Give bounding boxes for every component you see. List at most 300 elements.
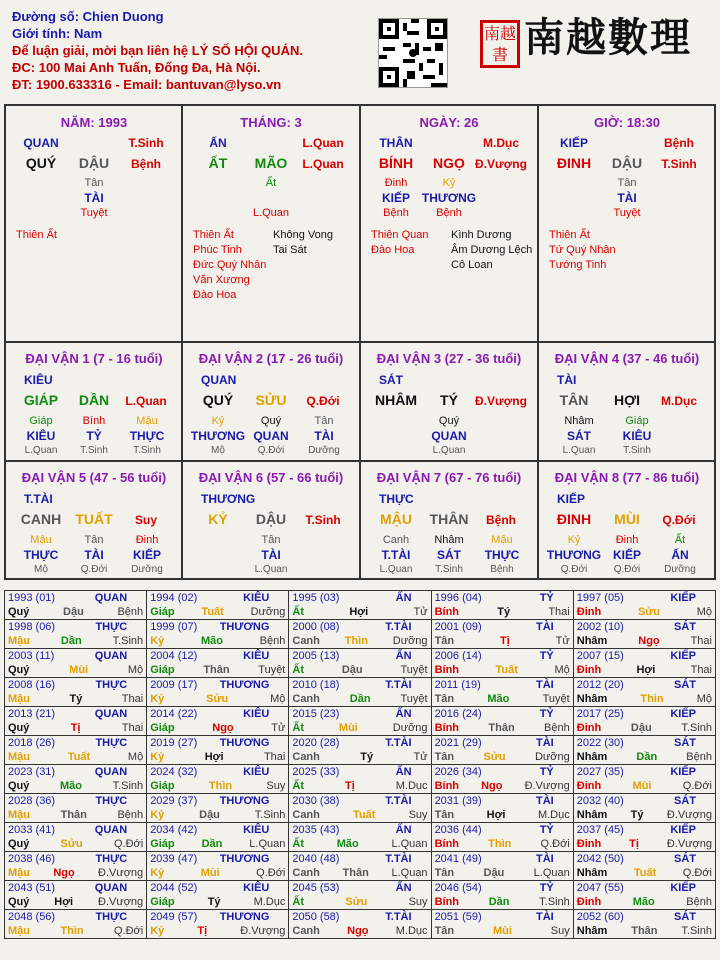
- year-stem: Tân: [434, 809, 455, 821]
- year-stage: T.Sinh: [539, 896, 570, 908]
- pillar-god-left: THÂN: [379, 136, 413, 150]
- luck-stem: GIÁP: [23, 392, 59, 408]
- hidden-stem: Tân: [314, 415, 334, 427]
- pillar-god-right: L.Quan: [302, 136, 344, 150]
- year-label: 2037 (45): [576, 824, 624, 836]
- year-stem: Ất: [292, 896, 304, 908]
- year-label: 2007 (15): [576, 650, 624, 662]
- year-label: 2020 (28): [292, 737, 340, 749]
- hidden-god: SÁT: [567, 429, 591, 443]
- year-stem: Bính: [434, 780, 460, 792]
- year-label: 2004 (12): [150, 650, 198, 662]
- luck-branch: THÂN: [429, 511, 469, 527]
- year-cell: [289, 649, 431, 678]
- luck-title: ĐẠI VẬN 6 (57 - 66 tuổi): [198, 470, 344, 485]
- year-label: 2021 (29): [434, 737, 482, 749]
- year-stage: T.Sinh: [681, 722, 712, 734]
- year-stage: Đ.Vượng: [666, 809, 712, 821]
- hidden-stage: Q.Đới: [80, 564, 108, 575]
- year-cell: [431, 910, 573, 939]
- year-cell: [5, 794, 147, 823]
- year-god: TỶ: [539, 650, 554, 662]
- year-stage: Dưỡng: [392, 722, 428, 734]
- year-stem: Quý: [8, 838, 30, 850]
- year-cell: [573, 736, 715, 765]
- year-cell: [289, 910, 431, 939]
- pillar-branch: MÃO: [254, 155, 288, 171]
- hidden-stage: Q.Đới: [613, 564, 641, 575]
- annual-row: [5, 591, 716, 620]
- year-stage: Đ.Vượng: [98, 896, 144, 908]
- year-stage: Suy: [550, 925, 570, 937]
- year-god: SÁT: [674, 737, 696, 749]
- year-branch: Sửu: [206, 693, 229, 705]
- year-cell: [5, 881, 147, 910]
- luck-stage: M.Dục: [661, 394, 697, 408]
- year-god: ẤN: [395, 882, 412, 894]
- year-stage: L.Quan: [391, 838, 428, 850]
- year-branch: Dần: [349, 693, 371, 705]
- year-god: KIẾP: [670, 650, 696, 662]
- year-stage: Đ.Vượng: [98, 867, 144, 879]
- annual-row: [5, 620, 716, 649]
- year-stage: L.Quan: [391, 867, 428, 879]
- year-cell: [147, 707, 289, 736]
- hidden-god: TÀI: [84, 191, 104, 205]
- year-stage: T.Sinh: [254, 809, 286, 821]
- year-label: 2024 (32): [150, 766, 198, 778]
- year-branch: Thìn: [208, 780, 233, 792]
- luck-branch: MÙI: [614, 511, 640, 527]
- year-god: THƯƠNG: [219, 679, 270, 691]
- year-label: 2042 (50): [576, 853, 624, 865]
- luck-stem: ĐINH: [556, 511, 592, 527]
- annual-row: [5, 678, 716, 707]
- year-label: 2052 (60): [576, 911, 624, 923]
- luck-title: ĐẠI VẬN 8 (77 - 86 tuổi): [554, 470, 700, 485]
- luck-god: KIÊU: [24, 373, 53, 387]
- year-stage: Q.Đới: [256, 867, 286, 879]
- year-label: 2047 (55): [576, 882, 624, 894]
- special-star: Kình Dương: [451, 229, 512, 241]
- red-seal-stamp: 南越書: [480, 20, 520, 68]
- year-god: KIẾP: [670, 824, 696, 836]
- year-stem: Giáp: [150, 838, 175, 850]
- special-star: Văn Xương: [193, 274, 250, 286]
- hidden-stem: Mậu: [491, 534, 513, 546]
- year-stage: Thai: [690, 635, 712, 647]
- year-stem: Ất: [292, 606, 304, 618]
- year-stage: Bệnh: [259, 635, 286, 647]
- hidden-stem: Mậu: [136, 415, 158, 427]
- year-cell: [5, 707, 147, 736]
- year-label: 1993 (01): [8, 592, 56, 604]
- year-cell: [289, 765, 431, 794]
- luck-stage: Q.Đới: [662, 513, 696, 527]
- year-label: 1998 (06): [8, 621, 56, 633]
- year-stage: Tử: [271, 722, 286, 734]
- year-label: 2015 (23): [292, 708, 340, 720]
- year-cell: [289, 823, 431, 852]
- year-stem: Bính: [434, 606, 460, 618]
- year-stem: Nhâm: [576, 693, 608, 705]
- year-stage: Mộ: [696, 693, 712, 705]
- hidden-god: TÀI: [617, 191, 637, 205]
- header-contact-note: Để luận giải, mời bạn liên hệ LÝ SỐ HỘI QUÁN.: [12, 43, 303, 58]
- year-branch: Ngọ: [53, 867, 75, 879]
- year-stem: Nhâm: [576, 809, 608, 821]
- special-star: Đào Hoa: [371, 244, 415, 256]
- hidden-stage: Bệnh: [383, 207, 409, 219]
- pillar-stem: ẤT: [208, 155, 228, 171]
- year-stem: Bính: [434, 838, 460, 850]
- year-label: 2009 (17): [150, 679, 198, 691]
- year-stage: Dưỡng: [250, 606, 286, 618]
- hidden-stem: Quý: [260, 415, 282, 427]
- year-label: 2018 (26): [8, 737, 56, 749]
- year-label: 2030 (38): [292, 795, 340, 807]
- year-label: 2010 (18): [292, 679, 340, 691]
- year-branch: Thân: [631, 925, 658, 937]
- year-stem: Canh: [292, 925, 320, 937]
- year-stem: Đinh: [576, 606, 602, 618]
- pillar-stage: Đ.Vượng: [475, 157, 527, 171]
- year-stem: Đinh: [576, 896, 602, 908]
- year-cell: [5, 591, 147, 620]
- luck-stage: Bệnh: [486, 513, 516, 527]
- year-god: SÁT: [674, 679, 696, 691]
- year-stem: Quý: [8, 896, 30, 908]
- year-label: 2002 (10): [576, 621, 624, 633]
- year-label: 2049 (57): [150, 911, 198, 923]
- special-star: Tướng Tinh: [549, 259, 607, 271]
- luck-god: SÁT: [379, 373, 403, 387]
- year-label: 2032 (40): [576, 795, 624, 807]
- year-cell: [147, 620, 289, 649]
- year-branch: Tị: [629, 838, 639, 850]
- luck-branch: TÝ: [440, 392, 458, 408]
- year-branch: Mão: [60, 780, 82, 792]
- year-branch: Mùi: [492, 925, 512, 937]
- hidden-stage: L.Quan: [252, 207, 290, 219]
- year-cell: [147, 794, 289, 823]
- year-stage: Thai: [121, 722, 144, 734]
- year-cell: [573, 765, 715, 794]
- pillar-god-left: ẤN: [209, 136, 227, 150]
- year-branch: Tý: [69, 693, 83, 705]
- year-god: KIẾP: [670, 708, 696, 720]
- year-branch: Tý: [207, 896, 221, 908]
- year-branch: Tuất: [495, 664, 518, 676]
- year-god: SÁT: [674, 795, 696, 807]
- year-god: KIÊU: [243, 592, 270, 604]
- year-stage: Đ.Vượng: [524, 780, 570, 792]
- special-star: Không Vong: [273, 229, 333, 241]
- hidden-stage: Mộ: [34, 564, 48, 575]
- year-branch: Thân: [60, 809, 87, 821]
- hidden-stage: Mộ: [211, 445, 225, 456]
- year-god: SÁT: [674, 853, 696, 865]
- hidden-stage: Dưỡng: [664, 564, 696, 575]
- luck-title: ĐẠI VẬN 5 (47 - 56 tuổi): [21, 470, 167, 485]
- year-god: KIẾP: [670, 766, 696, 778]
- year-label: 2044 (52): [150, 882, 198, 894]
- year-stem: Nhâm: [576, 751, 608, 763]
- year-god: T.TÀI: [385, 737, 412, 749]
- year-stage: Bệnh: [117, 809, 144, 821]
- special-star: Phúc Tinh: [193, 244, 242, 256]
- year-cell: [147, 591, 289, 620]
- hidden-god: SÁT: [437, 548, 461, 562]
- year-label: 2034 (42): [150, 824, 198, 836]
- year-label: 2036 (44): [434, 824, 482, 836]
- hidden-stage: L.Quan: [379, 564, 413, 575]
- annual-table: [4, 590, 716, 939]
- year-cell: [431, 852, 573, 881]
- pillar-title: GIỜ: 18:30: [593, 115, 660, 130]
- luck-god: QUAN: [201, 373, 237, 387]
- year-stem: Quý: [8, 722, 30, 734]
- year-label: 2041 (49): [434, 853, 482, 865]
- year-stage: Q.Đới: [682, 780, 712, 792]
- year-branch: Ngọ: [481, 780, 503, 792]
- year-branch: Tị: [344, 780, 355, 792]
- year-branch: Dần: [488, 896, 510, 908]
- year-cell: [573, 794, 715, 823]
- year-cell: [289, 736, 431, 765]
- hidden-stem: Canh: [382, 534, 410, 546]
- year-label: 2029 (37): [150, 795, 198, 807]
- year-branch: Tuất: [353, 809, 376, 821]
- year-label: 2027 (35): [576, 766, 624, 778]
- grid-divider: [4, 460, 716, 462]
- year-stage: Mộ: [554, 664, 570, 676]
- year-label: 2014 (22): [150, 708, 198, 720]
- year-stage: Tuyệt: [400, 664, 428, 676]
- hidden-stem: Tân: [261, 534, 281, 546]
- luck-title: ĐẠI VẬN 4 (37 - 46 tuổi): [554, 351, 700, 366]
- brand-logo: 南越數理: [524, 14, 692, 61]
- hidden-stem: Quý: [438, 415, 460, 427]
- hidden-god: THƯƠNG: [421, 191, 477, 205]
- year-god: THƯƠNG: [219, 853, 270, 865]
- year-stem: Canh: [292, 751, 320, 763]
- year-branch: Dậu: [483, 867, 505, 879]
- year-cell: [431, 678, 573, 707]
- pillar-stem: ĐINH: [556, 155, 592, 171]
- year-god: THỰC: [95, 795, 128, 807]
- year-cell: [431, 649, 573, 678]
- year-god: TÀI: [536, 853, 554, 865]
- year-god: THỰC: [95, 737, 128, 749]
- year-cell: [573, 620, 715, 649]
- hidden-god: ẤN: [671, 548, 689, 562]
- pillar-stage: L.Quan: [302, 157, 344, 171]
- year-stem: Quý: [8, 780, 30, 792]
- year-label: 2025 (33): [292, 766, 340, 778]
- hidden-stem: Đinh: [615, 534, 639, 546]
- year-stem: Kỷ: [150, 693, 165, 705]
- hidden-stem: Mậu: [30, 534, 52, 546]
- year-stage: Bệnh: [117, 606, 144, 618]
- year-cell: [573, 823, 715, 852]
- year-god: KIÊU: [243, 766, 270, 778]
- year-stage: Tử: [413, 751, 428, 763]
- year-stage: Mộ: [270, 693, 286, 705]
- year-stem: Ất: [292, 664, 304, 676]
- year-god: TỶ: [539, 882, 554, 894]
- year-cell: [573, 649, 715, 678]
- year-stem: Kỷ: [150, 867, 165, 879]
- year-stem: Đinh: [576, 664, 602, 676]
- year-branch: Ngọ: [347, 925, 369, 937]
- year-label: 2039 (47): [150, 853, 198, 865]
- year-stem: Nhâm: [576, 635, 608, 647]
- year-cell: [5, 620, 147, 649]
- hidden-stem: Kỷ: [211, 415, 225, 427]
- hidden-god: THỰC: [23, 548, 59, 562]
- year-cell: [289, 707, 431, 736]
- year-label: 2016 (24): [434, 708, 482, 720]
- year-branch: Thân: [342, 867, 369, 879]
- year-cell: [289, 591, 431, 620]
- year-stage: Thai: [690, 664, 712, 676]
- luck-god: T.TÀI: [24, 492, 53, 506]
- year-god: QUAN: [94, 882, 128, 894]
- annual-row: [5, 823, 716, 852]
- year-branch: Mão: [487, 693, 510, 705]
- header-phone-email: ĐT: 1900.633316 - Email: bantuvan@lyso.vn: [12, 77, 282, 92]
- year-cell: [431, 823, 573, 852]
- pillar-title: THÁNG: 3: [240, 115, 302, 130]
- year-god: TỶ: [539, 766, 554, 778]
- year-branch: Mùi: [69, 664, 89, 676]
- year-god: KIÊU: [243, 824, 270, 836]
- year-stem: Giáp: [150, 664, 175, 676]
- special-star: Đào Hoa: [193, 289, 237, 301]
- year-god: THƯƠNG: [219, 621, 270, 633]
- pillar-stage: T.Sinh: [661, 157, 697, 171]
- annual-row: [5, 881, 716, 910]
- hidden-god: QUAN: [431, 429, 467, 443]
- year-branch: Mão: [336, 838, 359, 850]
- year-cell: [573, 707, 715, 736]
- year-stage: Bệnh: [686, 751, 712, 763]
- pillar-branch: DẬU: [78, 155, 110, 171]
- year-cell: [5, 823, 147, 852]
- hidden-stem: Kỷ: [567, 534, 581, 546]
- year-cell: [5, 765, 147, 794]
- year-label: 2001 (09): [434, 621, 482, 633]
- year-stem: Giáp: [150, 780, 175, 792]
- year-branch: Sửu: [483, 751, 506, 763]
- year-god: KIÊU: [243, 708, 270, 720]
- year-stage: Tử: [555, 635, 570, 647]
- year-god: KIÊU: [243, 882, 270, 894]
- hidden-god: TỶ: [86, 429, 102, 443]
- year-branch: Tý: [630, 809, 644, 821]
- pillar-god-left: KIẾP: [559, 136, 588, 150]
- luck-branch: DẬU: [255, 511, 287, 527]
- year-stage: Q.Đới: [113, 838, 144, 850]
- year-label: 2035 (43): [292, 824, 340, 836]
- year-cell: [147, 649, 289, 678]
- year-branch: Ngọ: [212, 722, 234, 734]
- year-stem: Quý: [8, 606, 30, 618]
- pillar-god-right: Bệnh: [664, 136, 694, 150]
- year-label: 2040 (48): [292, 853, 340, 865]
- hidden-stem: Tân: [84, 177, 104, 189]
- luck-stage: Đ.Vượng: [475, 394, 527, 408]
- year-stage: L.Quan: [249, 838, 286, 850]
- year-label: 2012 (20): [576, 679, 624, 691]
- special-star: Âm Dương Lệch: [451, 244, 533, 256]
- year-cell: [147, 823, 289, 852]
- year-cell: [5, 649, 147, 678]
- year-label: 2028 (36): [8, 795, 56, 807]
- year-label: 2003 (11): [8, 650, 55, 662]
- special-star: Thiên Quan: [371, 229, 429, 241]
- hidden-god: THỰC: [129, 429, 165, 443]
- year-god: TÀI: [536, 737, 554, 749]
- year-cell: [431, 707, 573, 736]
- hidden-stem: Tân: [84, 534, 104, 546]
- luck-branch: HỢI: [614, 392, 640, 408]
- hidden-stage: Tuyệt: [613, 207, 641, 219]
- year-branch: Sửu: [60, 838, 83, 850]
- hidden-stem: Nhâm: [434, 534, 464, 546]
- special-star: Thiên Ất: [193, 229, 234, 241]
- year-stage: Suy: [266, 780, 286, 792]
- year-branch: Dậu: [63, 606, 84, 618]
- year-god: KIÊU: [243, 650, 270, 662]
- year-god: T.TÀI: [385, 679, 412, 691]
- year-branch: Hợi: [204, 751, 224, 763]
- year-branch: Mùi: [200, 867, 220, 879]
- year-label: 2051 (59): [434, 911, 482, 923]
- hidden-stage: Bệnh: [490, 564, 514, 575]
- luck-stage: L.Quan: [125, 394, 167, 408]
- hidden-stage: Q.Đới: [257, 445, 285, 456]
- year-cell: [573, 591, 715, 620]
- year-label: 2043 (51): [8, 882, 56, 894]
- annual-row: [5, 649, 716, 678]
- year-label: 2023 (31): [8, 766, 56, 778]
- year-god: TÀI: [536, 911, 554, 923]
- year-branch: Sửu: [637, 606, 660, 618]
- hidden-god: THƯƠNG: [190, 429, 246, 443]
- year-branch: Dậu: [199, 809, 220, 821]
- year-god: QUAN: [94, 824, 128, 836]
- hidden-god: KIÊU: [622, 429, 652, 443]
- year-branch: Dần: [636, 751, 658, 763]
- year-stem: Tân: [434, 925, 455, 937]
- pillar-title: NĂM: 1993: [60, 115, 128, 130]
- year-stem: Kỷ: [150, 635, 165, 647]
- year-stage: Mộ: [127, 664, 144, 676]
- year-cell: [431, 591, 573, 620]
- hidden-god: KIẾP: [381, 191, 410, 205]
- year-stage: Thai: [263, 751, 286, 763]
- year-stage: Dưỡng: [392, 635, 428, 647]
- year-god: QUAN: [94, 650, 128, 662]
- year-cell: [431, 620, 573, 649]
- year-cell: [431, 765, 573, 794]
- year-cell: [5, 678, 147, 707]
- year-stage: Suy: [408, 896, 428, 908]
- hidden-god: TÀI: [314, 429, 334, 443]
- year-stage: Q.Đới: [540, 838, 570, 850]
